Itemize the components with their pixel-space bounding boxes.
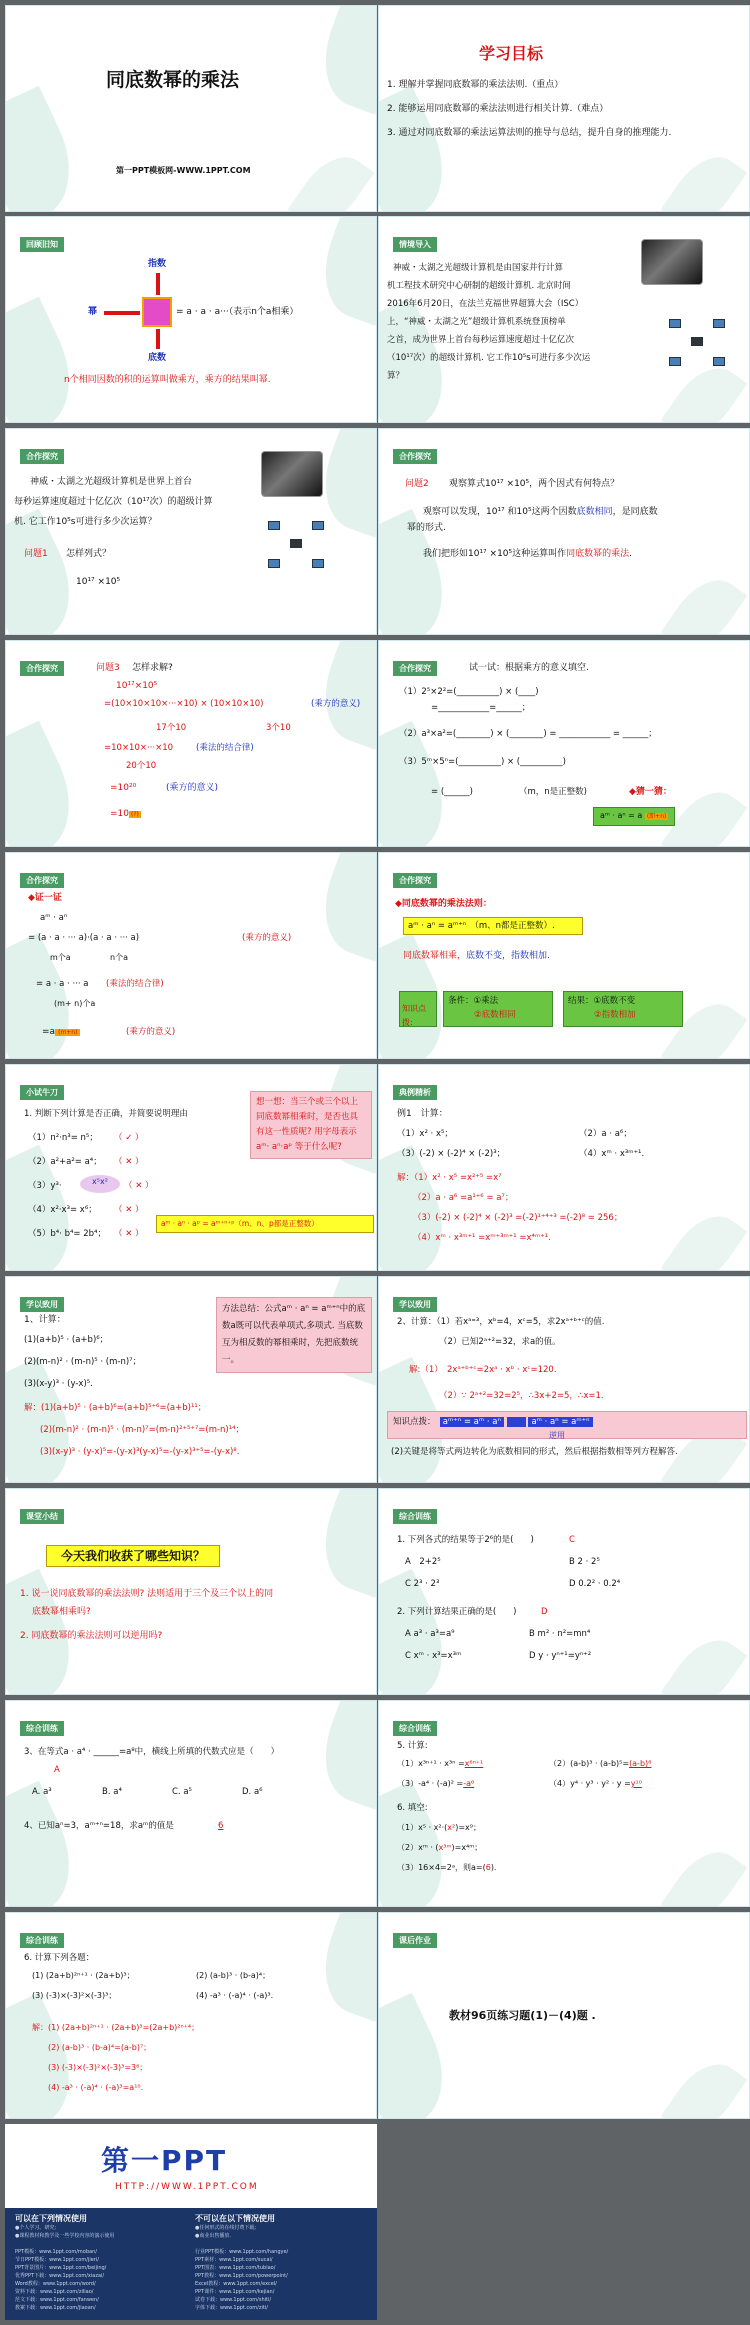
example-label: 例1 计算： — [397, 1109, 448, 1119]
apply-question: 1、计算： — [24, 1315, 66, 1325]
slide-explore-1 — [5, 428, 377, 635]
slide-title — [5, 5, 377, 212]
intro-line: 机工程技术研究中心研制的超级计算机. 北京时间 — [387, 281, 571, 291]
brace-label: m个a — [50, 953, 71, 962]
ad-link[interactable]: 资料下载：www.1ppt.com/ziliao/ — [15, 2289, 94, 2295]
section-tag: 综合训练 — [20, 1721, 64, 1736]
fill-row: （2）a³×a²=(________) × (________) = ____________ = ______； — [399, 729, 657, 739]
section-tag: 课堂小结 — [20, 1509, 64, 1524]
section-tag: 合作探究 — [393, 661, 437, 676]
slide-proof — [5, 852, 377, 1059]
cannot-use-item: ●任何形式的在线付费下载; — [195, 2225, 257, 2231]
ad-link[interactable]: PPT图表：www.1ppt.com/tubiao/ — [195, 2265, 276, 2271]
summary-line: 底数幂相乘吗? — [32, 1607, 91, 1617]
section-tag: 学以致用 — [20, 1297, 64, 1312]
example-question: （1）x² · x⁵； — [397, 1129, 453, 1139]
section-tag: 综合训练 — [393, 1721, 437, 1736]
section-tag: 合作探究 — [393, 873, 437, 888]
reverse-label: 逆用 — [549, 1431, 565, 1440]
brace-label: 20个10 — [126, 761, 157, 771]
choice-option: A 2+2⁵ — [405, 1557, 441, 1567]
fill-row: = (______) — [431, 787, 473, 797]
try-intro: 试一试：根据乘方的意义填空. — [469, 663, 589, 673]
section-tag: 小试牛刀 — [20, 1085, 64, 1100]
solution-line: （2）∵ 2ᵃ⁺²=32=2⁵，∴3x+2=5，∴x=1. — [439, 1391, 604, 1401]
explore-line: 机. 它工作10⁵s可进行多少次运算？ — [14, 517, 157, 527]
section-tag: 综合训练 — [393, 1509, 437, 1524]
fill-answer: 6 — [218, 1821, 224, 1831]
power-formula: = a · a · a···（表示n个a相乘） — [176, 307, 299, 317]
apply-item: (3)(x-y)³ · (y-x)⁵. — [24, 1379, 93, 1389]
choice-answer: D — [541, 1607, 548, 1617]
step-line: =10 (?) — [110, 809, 139, 819]
choice-option: A. a³ — [32, 1787, 52, 1797]
intro-line: 算？ — [387, 371, 405, 381]
fill-item: （2）xᵐ · (x³ᵐ)=x⁴ᵐ； — [397, 1843, 483, 1852]
step-note: (乘方的意义) — [166, 783, 219, 793]
link-list — [195, 2248, 365, 2312]
choice-option: A a³ · a³=a⁹ — [405, 1629, 455, 1639]
link-list — [15, 2248, 185, 2312]
choice-question: 2. 下列计算结果正确的是( ) — [397, 1607, 517, 1617]
choice-option: B 2 · 2⁵ — [569, 1557, 600, 1567]
supercomputer-image — [641, 239, 703, 285]
objective-item: 1. 理解并掌握同底数幂的乘法法则.（重点） — [387, 80, 564, 90]
brace-label: (m+ n)个a — [54, 999, 96, 1008]
solution-line: (3) (-3)×(-3)²×(-3)³=3⁶； — [48, 2063, 148, 2072]
proof-note: (乘法的结合律) — [106, 979, 164, 989]
brand-logo: 第一PPT — [101, 2144, 228, 2177]
choice-option: D y · yⁿ⁺¹=yⁿ⁺² — [529, 1651, 592, 1661]
solution-line: 解：(1) (2a+b)²ⁿ⁺¹ · (2a+b)³=(2a+b)²ⁿ⁺⁴； — [32, 2023, 200, 2032]
proof-note: (乘方的意义) — [242, 933, 292, 943]
slide-exercise-4 — [5, 1912, 377, 2119]
objective-item: 3. 通过对同底数幂的乘法运算法则的推导与总结，提升自身的推理能力. — [387, 128, 672, 138]
answer-box: aᵐ · aⁿ · aᵖ = aᵐ⁺ⁿ⁺ᵖ（m、n、p都是正整数） — [156, 1215, 374, 1233]
judge-item: （4）x²·x³= x⁶； — [28, 1205, 97, 1215]
slide-apply-2 — [378, 1276, 750, 1483]
calc-item: (2) (a-b)³ · (b-a)⁴； — [196, 1971, 271, 1980]
choice-option: D. a⁶ — [242, 1787, 263, 1797]
question-label: 问题3 — [96, 663, 120, 673]
answer-bubble: x⁵x² — [80, 1175, 120, 1193]
fill-note: （m，n是正整数) — [519, 787, 587, 797]
ad-link[interactable]: 范文下载：www.1ppt.com/fanwen/ — [15, 2297, 99, 2303]
solution-line: （4）xᵐ · x³ᵐ⁺¹ =xᵐ⁺³ᵐ⁺¹ =x⁴ᵐ⁺¹. — [413, 1233, 551, 1243]
fill-row: （1）2⁵×2²=(__________) × (____) — [399, 687, 539, 697]
proof-note: (乘方的意义) — [126, 1027, 176, 1037]
ad-link[interactable]: 试卷下载：www.1ppt.com/shiti/ — [195, 2297, 272, 2303]
slide-summary — [5, 1488, 377, 1695]
ad-link[interactable]: 行业PPT模板：www.1ppt.com/hangye/ — [195, 2249, 289, 2255]
section-tag: 课后作业 — [393, 1933, 437, 1948]
homework-text: 教材96页练习题(1)－(4)题 . — [449, 2009, 596, 2022]
network-icon — [669, 317, 729, 367]
ad-link[interactable]: Word教程：www.1ppt.com/word/ — [15, 2281, 96, 2287]
brace-label: n个a — [110, 953, 128, 962]
result-box: 结果：①底数不变 ②指数相加 — [563, 991, 683, 1027]
summary-line: 1. 说一说同底数幂的乘法法则? 法则适用于三个及三个以上的同 — [20, 1589, 274, 1599]
slide-practice — [5, 1064, 377, 1271]
choice-option: C xᵐ · x³=x³ᵐ — [405, 1651, 462, 1661]
question-text: 怎样列式？ — [66, 549, 112, 559]
slide-apply-1 — [5, 1276, 377, 1483]
solution-line: (4) -a³ · (-a)⁴ · (-a)³=a¹⁰. — [48, 2083, 144, 2092]
judge-mark: （ ✕ ） — [114, 1157, 144, 1167]
slide-explore-4 — [378, 640, 750, 847]
choice-option: D 0.2² · 0.2⁴ — [569, 1579, 621, 1589]
calc-question: 6. 计算下列各题： — [24, 1953, 95, 1963]
slide-example-1 — [378, 1064, 750, 1271]
judge-item: （3）y³· — [28, 1181, 62, 1191]
slide-exercise-2 — [5, 1700, 377, 1907]
slide-rule — [378, 852, 750, 1059]
proof-line: =a (m+n) — [42, 1025, 80, 1040]
question-text: 怎样求解? — [132, 663, 173, 673]
section-tag: 学以致用 — [393, 1297, 437, 1312]
intro-line: 神威・太湖之光超级计算机是由国家并行计算 — [393, 263, 564, 273]
can-use-item: ●个人学习、研究; — [15, 2225, 57, 2231]
observe-line: 幂的形式. — [407, 523, 446, 533]
intro-line: 上，“神威・太湖之光”超级计算机系统登顶榜单 — [387, 317, 566, 327]
step-line: 10¹⁷×10⁵ — [116, 681, 158, 691]
judge-mark: （ ✕ ） — [114, 1205, 144, 1215]
page-subtitle: 第一PPT模板网-WWW.1PPT.COM — [116, 166, 251, 175]
question-label: 问题1 — [24, 549, 48, 559]
network-icon — [268, 519, 328, 569]
slide-review — [5, 216, 377, 423]
solution-line: 解:（1） 2xᵃ⁺ᵇ⁺ᶜ=2xᵃ · xᵇ · xᶜ=120. — [409, 1365, 557, 1375]
judge-item: （1）n²·n³= n⁵； — [28, 1133, 98, 1143]
summary-title: 今天我们收获了哪些知识？ — [46, 1545, 220, 1567]
solution-line: (2) (a-b)³ · (b-a)⁴=(a-b)⁷； — [48, 2043, 152, 2052]
calc-item: （1）x³ⁿ⁺¹ · x³ⁿ =x⁶ⁿ⁺¹ — [397, 1759, 484, 1768]
ad-link[interactable]: PPT教程：www.1ppt.com/powerpoint/ — [195, 2273, 288, 2279]
expression: 10¹⁷ ×10⁵ — [76, 577, 121, 587]
ad-link[interactable]: 优秀PPT下载：www.1ppt.com/xiazai/ — [15, 2273, 105, 2279]
base-label: 底数 — [148, 353, 167, 363]
cannot-use-title: 不可以在以下情况使用 — [195, 2214, 275, 2223]
condition-box: 条件：①乘法 ②底数相同 — [443, 991, 553, 1027]
section-tag: 合作探究 — [20, 449, 64, 464]
fill-question: 4、已知aⁿ=3，aᵐ⁺ⁿ=18，求aᵐ的值是 — [24, 1821, 174, 1831]
slide-explore-2 — [378, 428, 750, 635]
apply-item: (1)(a+b)⁵ · (a+b)⁶； — [24, 1335, 109, 1345]
judge-mark: （ ✓ ） — [114, 1133, 144, 1143]
intro-line: （10¹⁷次）的超级计算机. 它工作10⁵s可进行多少次运 — [387, 353, 591, 363]
calc-item: (4) -a³ · (-a)⁴ · (-a)³. — [196, 1991, 274, 2000]
arrow-left — [104, 311, 140, 315]
brand-url: HTTP://WWW.1PPT.COM — [115, 2182, 259, 2192]
slide-exercise-3 — [378, 1700, 750, 1907]
section-tag: 合作探究 — [393, 449, 437, 464]
choice-answer: A — [54, 1765, 60, 1775]
tip-label: 知识点拨: — [399, 991, 437, 1027]
question-text: 观察算式10¹⁷ ×10⁵，两个因式有何特点？ — [449, 479, 620, 489]
solution-line: (2)(m-n)² · (m-n)⁵ · (m-n)⁷=(m-n)²⁺⁵⁺⁷=(m-n)¹⁴； — [40, 1425, 245, 1435]
fill-row: =____________=______； — [431, 703, 531, 713]
guess-label: ◆猜一猜： — [629, 787, 672, 797]
solution-line: (3)(x-y)³ · (y-x)⁵=-(y-x)³(y-x)⁵=-(y-x)³⁺⁵=-(y-x)⁸. — [40, 1447, 240, 1457]
review-summary: n个相同因数的积的运算叫做乘方，乘方的结果叫幂. — [64, 375, 271, 385]
choice-question: 1. 下列各式的结果等于2⁶的是( ) — [397, 1535, 534, 1545]
choice-option: C 2³ · 2³ — [405, 1579, 440, 1589]
proof-line: = a · a · ··· a — [36, 979, 89, 989]
step-line: =10²⁰ — [110, 783, 137, 793]
step-line: =(10×10×10×···×10) × (10×10×10) — [104, 699, 264, 709]
section-tag: 回顾旧知 — [20, 237, 64, 252]
choice-option: C. a⁵ — [172, 1787, 192, 1797]
calc-question: 5. 计算: — [397, 1741, 428, 1751]
power-box — [142, 297, 172, 327]
question-label: 问题2 — [405, 479, 429, 489]
rule-formula-box: aᵐ · aⁿ = aᵐ⁺ⁿ （m、n都是正整数）. — [403, 917, 583, 935]
supercomputer-image — [261, 451, 323, 497]
judge-mark: （ ✕ ） — [124, 1181, 154, 1191]
brace-label: 3个10 — [266, 723, 291, 733]
solution-line: （3）(-2) × (-2)⁴ × (-2)³ =(-2)¹⁺⁴⁺³ =(-2)⁸ = 256； — [413, 1213, 623, 1223]
cannot-use-item: ●商业出售播放. — [195, 2233, 231, 2239]
judge-item: （5）b⁴· b⁴= 2b⁴； — [28, 1229, 106, 1239]
method-box: 方法总结：公式aᵐ · aⁿ = aᵐ⁺ⁿ中的底数a既可以代表单项式,多项式. 当底数互为相反数的幂相乘时，先把底数统一。 — [216, 1297, 372, 1373]
definition-line: 我们把形如10¹⁷ ×10⁵这种运算叫作同底数幂的乘法. — [423, 549, 633, 559]
section-tag: 情境导入 — [393, 237, 437, 252]
objective-item: 2. 能够运用同底数幂的乘法法则进行相关计算.（难点） — [387, 104, 609, 114]
calc-item: （4）y⁴ · y³ · y² · y =y¹⁰ — [549, 1779, 642, 1788]
section-tag: 合作探究 — [20, 873, 64, 888]
practice-question: 1. 判断下列计算是否正确，并简要说明理由 — [24, 1109, 188, 1119]
proof-title: ◆证一证 — [28, 893, 62, 903]
proof-line: = (a · a · ··· a)·(a · a · ··· a) — [28, 933, 140, 943]
section-tag: 合作探究 — [20, 661, 64, 676]
fill-question: 6. 填空: — [397, 1803, 428, 1813]
step-note: (乘法的结合律) — [196, 743, 254, 753]
calc-item: (1) (2a+b)²ⁿ⁺¹ · (2a+b)³； — [32, 1971, 135, 1980]
example-question: （2）a · a⁶； — [579, 1129, 632, 1139]
calc-item: （3）-a⁴ · (-a)² =-a⁶ — [397, 1779, 475, 1788]
rule-title: ◆同底数幂的乘法法则： — [395, 899, 492, 909]
slide-explore-3 — [5, 640, 377, 847]
fill-item: （3）16×4=2ᵃ，则a=(6). — [397, 1863, 497, 1872]
ad-link[interactable]: PPT素材：www.1ppt.com/sucai/ — [195, 2257, 273, 2263]
choice-question: 3、在等式a · a⁴ · ______=a⁸中，横线上所填的代数式应是（ ） — [24, 1747, 280, 1757]
brace-label: 17个10 — [156, 723, 187, 733]
arrow-down — [156, 329, 160, 349]
observe-line: 观察可以发现，10¹⁷ 和10⁵这两个因数底数相同，是同底数 — [423, 507, 658, 517]
ad-link[interactable]: Excel教程：www.1ppt.com/excel/ — [195, 2281, 277, 2287]
explore-line: 每秒运算速度超过十亿亿次（10¹⁷次）的超级计算 — [14, 497, 213, 507]
example-question: （3）(-2) × (-2)⁴ × (-2)³； — [397, 1149, 506, 1159]
ad-link[interactable]: PPT模板：www.1ppt.com/moban/ — [15, 2249, 97, 2255]
ad-link[interactable]: 字体下载：www.1ppt.com/ziti/ — [195, 2305, 268, 2311]
can-use-item: ●课程教材和教学及一些学校内容的演示使用 — [15, 2233, 115, 2239]
solution-line: （2）a · a⁶ =a¹⁺⁶ = a⁷； — [413, 1193, 514, 1203]
step-line: =10×10×···×10 — [104, 743, 174, 753]
tip-box: 知识点拨： aᵐ⁺ⁿ = aᵐ · aⁿ → aᵐ · aⁿ = aᵐ⁺ⁿ — [387, 1411, 747, 1439]
fill-row: （3）5ᵐ×5ⁿ=(__________) × (__________) — [399, 757, 566, 767]
guess-formula: aᵐ · aⁿ = a (即+n) — [593, 807, 675, 826]
calc-item: （2）(a-b)³ · (a-b)⁵=(a-b)⁸ — [549, 1759, 652, 1768]
example-question: （4）xᵐ · x³ᵐ⁺¹. — [579, 1149, 645, 1159]
intro-line: 之首，成为世界上首台每秒运算速度超过十亿亿次 — [387, 335, 575, 345]
exponent-label: 指数 — [148, 259, 167, 269]
choice-option: B m² · n²=mn⁴ — [529, 1629, 591, 1639]
section-tag: 典例精析 — [393, 1085, 437, 1100]
solution-line: 解：(1)(a+b)⁵ · (a+b)⁶=(a+b)⁵⁺⁶=(a+b)¹¹； — [24, 1403, 207, 1413]
calc-item: (3) (-3)×(-3)²×(-3)³； — [32, 1991, 117, 2000]
ad-link[interactable]: 教案下载：www.1ppt.com/jiaoan/ — [15, 2305, 96, 2311]
choice-answer: C — [569, 1535, 575, 1545]
fill-item: （1）x⁵ · x²·(x²)=x⁹； — [397, 1823, 481, 1832]
apply-item: (2)(m-n)² · (m-n)⁵ · (m-n)⁷； — [24, 1357, 142, 1367]
rule-words: 同底数幂相乘，底数不变，指数相加. — [403, 951, 550, 961]
section-tag: 综合训练 — [20, 1933, 64, 1948]
proof-line: aᵐ · aⁿ — [40, 913, 68, 923]
apply-question: （2）已知2ᵃ⁺²=32，求a的值。 — [439, 1337, 561, 1347]
slide-homework — [378, 1912, 750, 2119]
objectives-title: 学习目标 — [479, 44, 544, 63]
judge-mark: （ ✕ ） — [114, 1229, 144, 1239]
explore-line: 神威・太湖之光超级计算机是世界上首台 — [30, 477, 193, 487]
power-label: 幂 — [88, 307, 98, 317]
can-use-title: 可以在下列情况使用 — [15, 2214, 87, 2223]
summary-line: 2. 同底数幂的乘法法则可以逆用吗? — [20, 1631, 163, 1641]
slide-intro — [378, 216, 750, 423]
intro-line: 2016年6月20日，在法兰克福世界超算大会（ISC） — [387, 299, 584, 309]
ad-link[interactable]: PPT课件：www.1ppt.com/kejian/ — [195, 2289, 275, 2295]
judge-item: （2）a²+a²= a⁴； — [28, 1157, 102, 1167]
slide-exercise-1 — [378, 1488, 750, 1695]
arrow-up — [156, 273, 160, 295]
think-box: 想一想：当三个或三个以上同底数幂相乘时，是否也具有这一性质呢? 用字母表示 aᵐ· aⁿ·aᵖ 等于什么呢? — [250, 1091, 372, 1159]
slide-ad — [5, 2124, 377, 2320]
page-title: 同底数幂的乘法 — [106, 69, 240, 91]
choice-option: B. a⁴ — [102, 1787, 122, 1797]
ad-link[interactable]: 节日PPT模板：www.1ppt.com/jieri/ — [15, 2257, 99, 2263]
solution-line: 解：（1）x² · x⁵ =x²⁺⁵ =x⁷ — [397, 1173, 502, 1183]
apply-question: 2、计算：（1）若xᵃ⁼³，xᵇ=4，xᶜ=5，求2xᵃ⁺ᵇ⁺ᶜ的值. — [397, 1317, 605, 1327]
slide-objectives — [378, 5, 750, 212]
tip-text: (2)关键是将等式两边转化为底数相同的形式，然后根据指数相等列方程解答. — [391, 1447, 678, 1457]
ad-link[interactable]: PPT背景图片：www.1ppt.com/beijing/ — [15, 2265, 107, 2271]
step-note: (乘方的意义) — [311, 699, 361, 709]
